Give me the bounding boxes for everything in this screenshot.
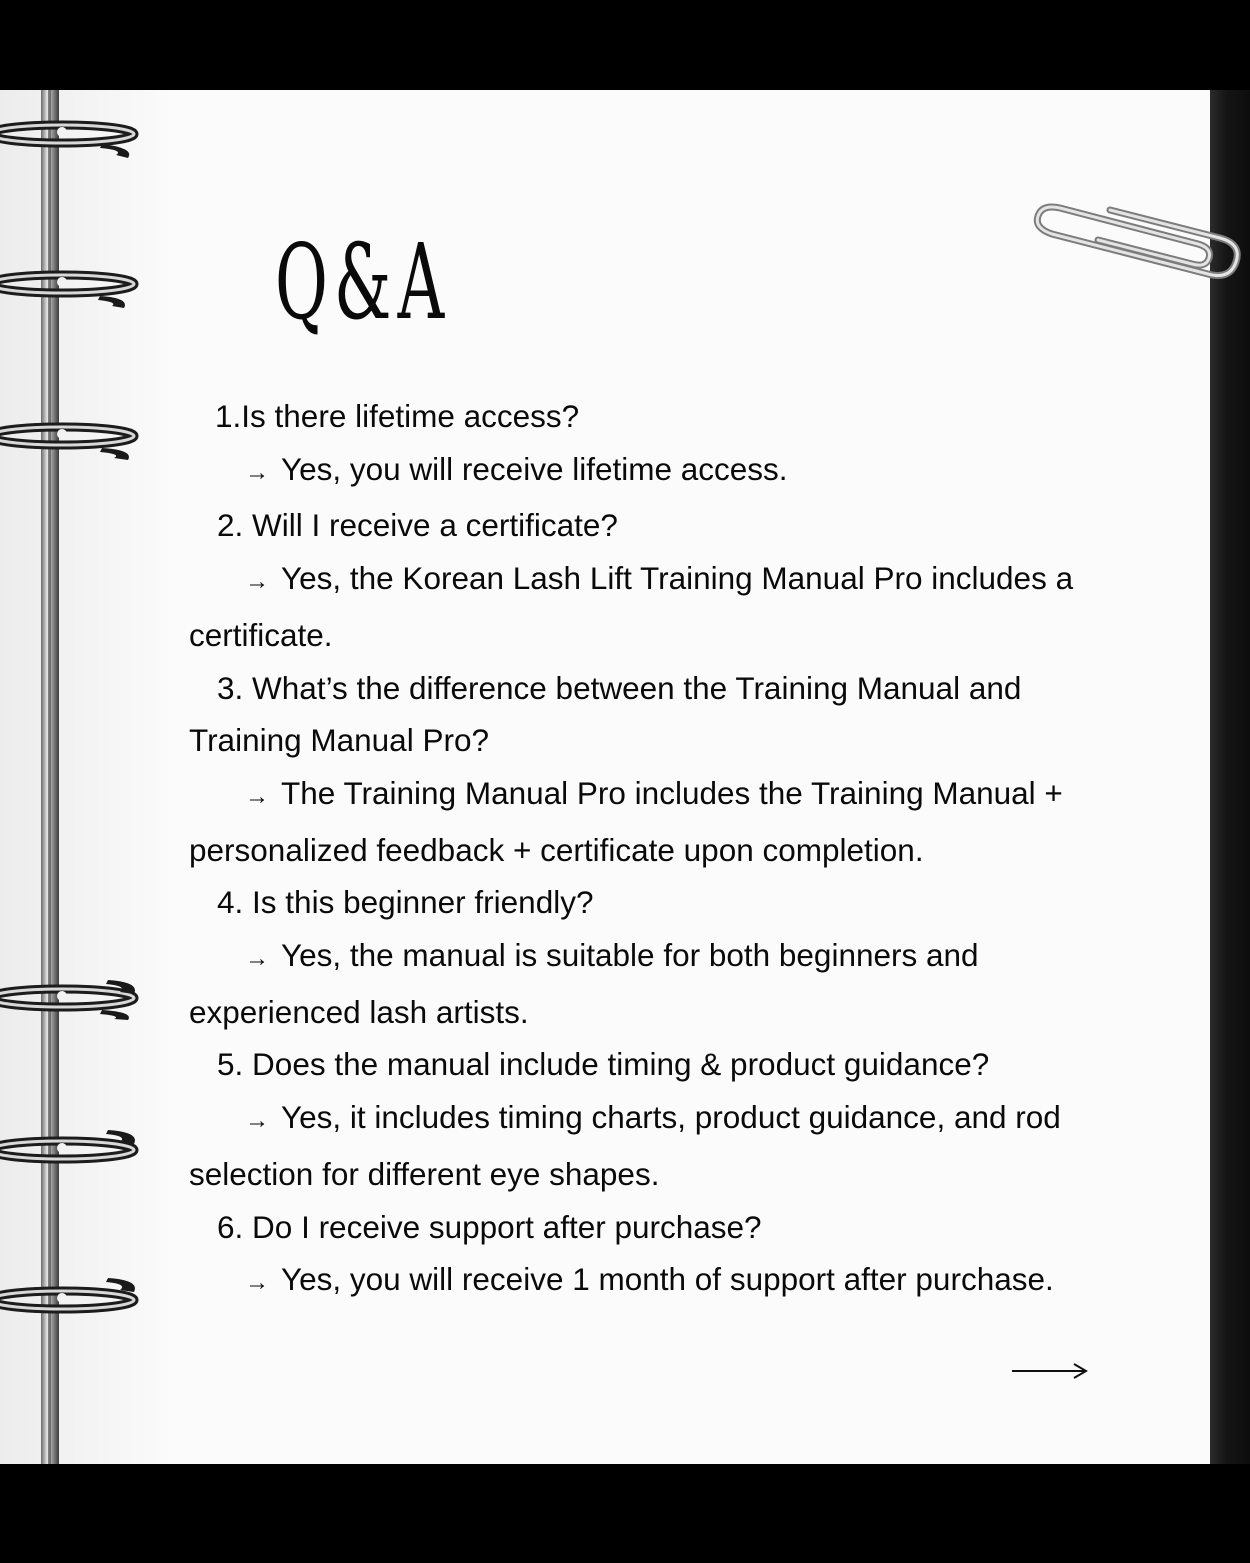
faq-answer: → Yes, you will receive 1 month of support after purchase. bbox=[189, 1253, 1129, 1310]
faq-answer: → Yes, the Korean Lash Lift Training Manual Pro includes a certificate. bbox=[189, 552, 1129, 661]
faq-answer: → Yes, it includes timing charts, product guidance, and rod selection for different eye shapes. bbox=[189, 1091, 1129, 1200]
faq-question: 5. Does the manual include timing & product guidance? bbox=[217, 1046, 990, 1083]
page-edge bbox=[1210, 90, 1250, 1464]
paperclip-icon bbox=[1030, 198, 1245, 293]
faq-answer: → Yes, you will receive lifetime access. bbox=[189, 443, 1129, 500]
binder-ring-icon bbox=[0, 1130, 150, 1170]
page-title: Q&A bbox=[275, 221, 451, 343]
faq-question: 3. What’s the difference between the Training Manual and Training Manual Pro? bbox=[189, 669, 1022, 759]
faq-question: 2. Will I receive a certificate? bbox=[217, 507, 618, 544]
faq-answer: → Yes, the manual is suitable for both beginners and experienced lash artists. bbox=[189, 929, 1129, 1038]
faq-list bbox=[189, 390, 1129, 1310]
faq-question: 6. Do I receive support after purchase? bbox=[217, 1208, 762, 1245]
answer-arrow-icon: → bbox=[245, 568, 269, 596]
faq-question: 1.Is there lifetime access? bbox=[215, 398, 580, 434]
answer-arrow-icon: → bbox=[245, 458, 269, 486]
binder-ring-icon bbox=[0, 1278, 150, 1318]
answer-arrow-icon: → bbox=[245, 1269, 269, 1297]
answer-arrow-icon: → bbox=[245, 1107, 269, 1135]
binder-ring-icon bbox=[0, 420, 150, 460]
binder-ring-icon bbox=[0, 980, 150, 1020]
binder-ring-icon bbox=[0, 118, 150, 158]
faq-answer: → The Training Manual Pro includes the Training Manual + personalized feedback + certificate upon completion. bbox=[189, 767, 1129, 876]
long-right-arrow-icon[interactable] bbox=[1010, 1359, 1090, 1383]
faq-question: 4. Is this beginner friendly? bbox=[217, 884, 594, 921]
answer-arrow-icon: → bbox=[245, 782, 269, 810]
answer-arrow-icon: → bbox=[245, 945, 269, 973]
binder-ring-icon bbox=[0, 268, 150, 308]
